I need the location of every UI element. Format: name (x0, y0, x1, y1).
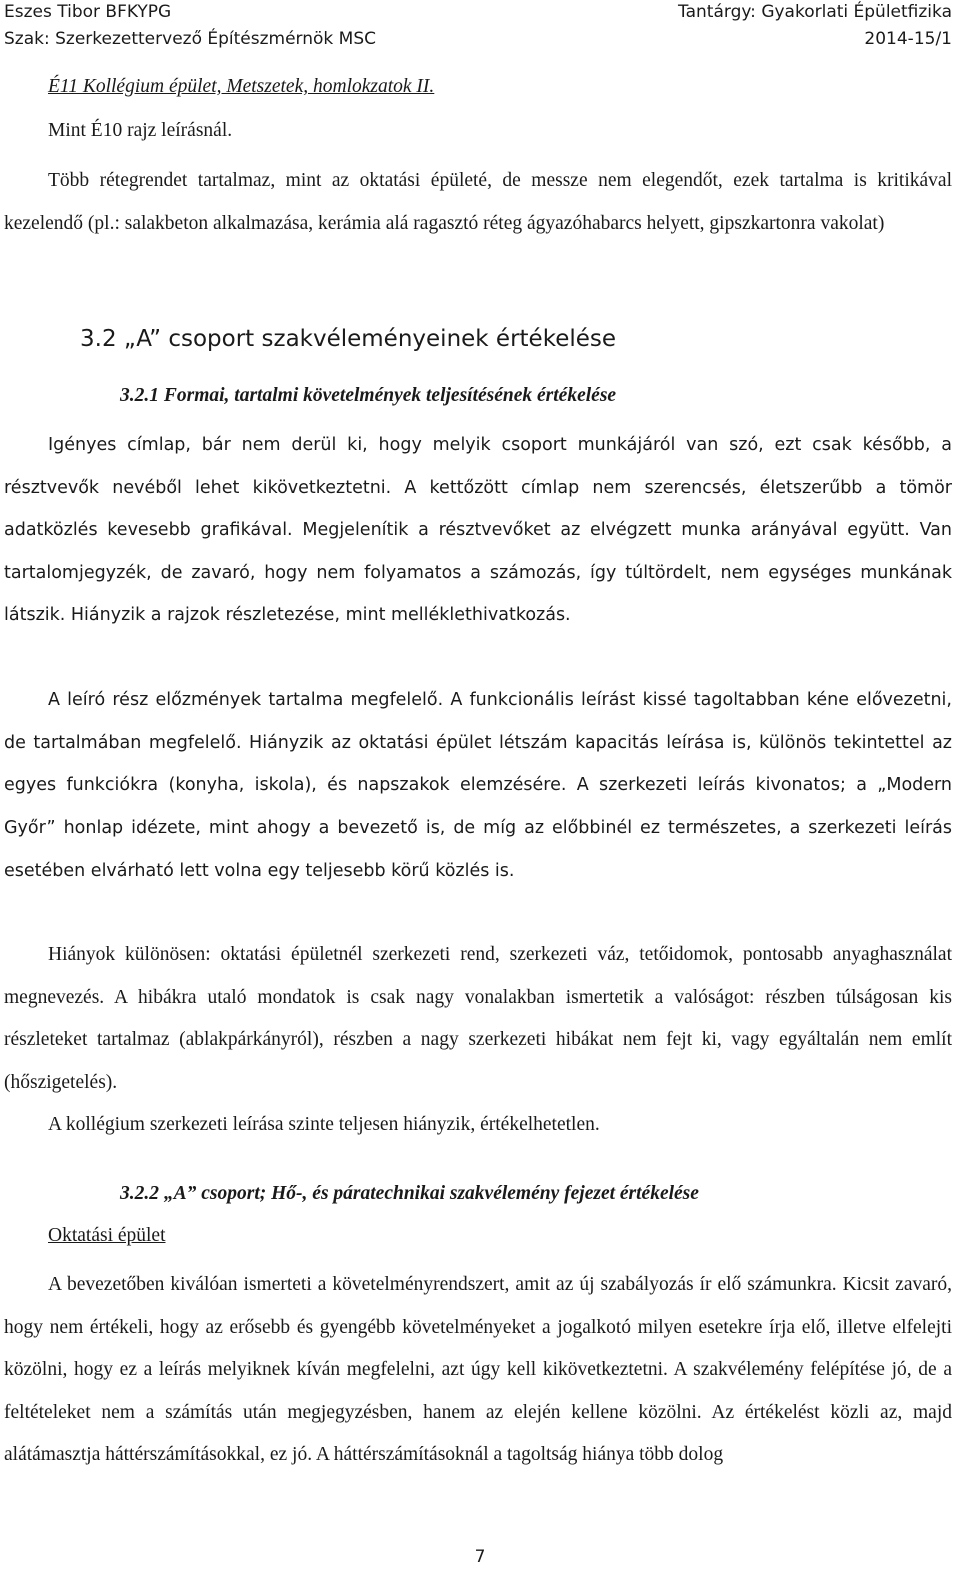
heading-3-2: 3.2 „A” csoport szakvéleményeinek értékelése (80, 326, 617, 352)
page-number: 7 (474, 1547, 486, 1567)
heading-3-2-1: 3.2.1 Formai, tartalmi követelmények teljesítésének értékelése (120, 385, 617, 406)
header-author: Eszes Tibor BFKYPG (4, 2, 172, 22)
header-subject: Tantárgy: Gyakorlati Épületfizika (678, 2, 952, 22)
heading-3-2-2: 3.2.2 „A” csoport; Hő-, és páratechnikai szakvélemény fejezet értékelése (120, 1183, 699, 1204)
section-321-paragraph-3: Hiányok különösen: oktatási épületnél szerkezeti rend, szerkezeti váz, tetőidomok, pontosabb anyaghasználat megnevezés. A hibákra utaló mondatok is csak nagy vonalakban ismertetik a valóságot: részben túlságosan kis részleteket tartalmaz (ablakpárkányról), részben a nagy szerkezeti hibákat nem fejt ki, vagy egyáltalán nem említ (hőszigetelés). (4, 944, 952, 1093)
header-program: Szak: Szerkezettervező Építészmérnök MSC (4, 29, 376, 49)
section-322-paragraph-1: A bevezetőben kiválóan ismerteti a követelményrendszert, amit az új szabályozás ír elő számunkra. Kicsit zavaró, hogy nem értékeli, hogy az erősebb és gyengébb követelményeket a jogalkotó milyen esetekre írja elő, illetve elfelejti közölni, hogy ez a leírás melyiknek kíván megfelelni, azt úgy kell kikövetkeztetni. A szakvélemény felépítése jó, de a feltételeket nem a számítás után megjegyzésben, hanem az elején kellene közölni. Az értékelést közli az, majd alátámasztja háttérszámításokkal, ez jó. A háttérszámításoknál a tagoltság hiánya több dolog (4, 1274, 952, 1465)
header-semester: 2014-15/1 (864, 29, 952, 49)
section-321-paragraph-2: A leíró rész előzmények tartalma megfelelő. A funkcionális leírást kissé tagoltabban kéne elővezetni, de tartalmában megfelelő. Hiányzik az oktatási épület létszám kapacitás leírása is, különös tekintettel az egyes funkciókra (konyha, iskola), és napszakok elemzésére. A szerkezeti leírás kivonatos; a „Modern Győr” honlap idézete, mint ahogy a bevezető is, de míg az előbbinél ez természetes, a szerkezeti leírás esetében elvárható lett volna egy teljesebb körű közlés is. (4, 690, 952, 881)
section-321-paragraph-1: Igényes címlap, bár nem derül ki, hogy melyik csoport munkájáról van szó, ezt csak később, a résztvevők nevéből lehet kikövetkeztetni. A kettőzött címlap nem szerencsés, életszerűbb a tömör adatközlés kevesebb grafikával. Megjelenítik a résztvevőket az elvégzett munka arányával együtt. Van tartalomjegyzék, de zavaró, hogy nem folyamatos a számozás, így túltördelt, nem egységes munkának látszik. Hiányzik a rajzok részletezése, mint melléklethivatkozás. (4, 435, 952, 625)
subheading-oktatasi-epulet: Oktatási épület (48, 1225, 166, 1246)
e11-note: Mint É10 rajz leírásnál. (48, 120, 233, 141)
section-title-e11: É11 Kollégium épület, Metszetek, homlokzatok II. (48, 76, 435, 97)
e11-paragraph: Több rétegrendet tartalmaz, mint az oktatási épületé, de messze nem elegendőt, ezek tartalma is kritikával kezelendő (pl.: salakbeton alkalmazása, kerámia alá ragasztó réteg ágyazóhabarcs helyett, gipszkartonra vakolat) (4, 170, 952, 234)
section-321-paragraph-4: A kollégium szerkezeti leírása szinte teljesen hiányzik, értékelhetetlen. (48, 1114, 600, 1135)
